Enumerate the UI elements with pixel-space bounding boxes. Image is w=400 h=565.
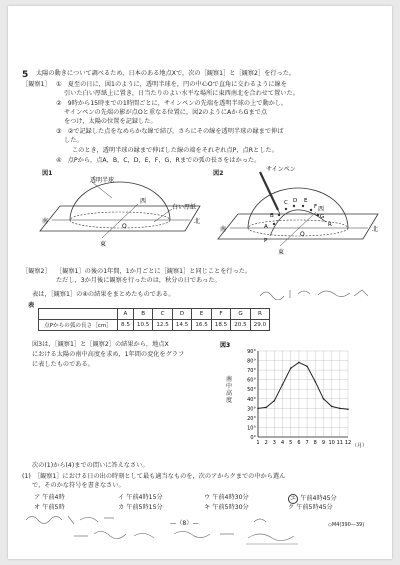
chart-data-point [274,400,276,402]
fig1-center: O [122,223,127,230]
fig2-point-d: D [293,198,298,204]
fig2-north: 北 [372,226,379,233]
fig3-text-line1: 図3は，［観察1］と［観察2］の結果から，地点X [32,341,169,348]
fig2-east: 東 [278,249,285,256]
fig2-point-b: B [270,213,274,219]
chart-data-point [339,408,341,410]
fig2-point-g: G [320,214,325,220]
option-text: 午前5時 [42,504,65,511]
fig2-center: O [300,231,305,238]
table-row-label: 点Pからの弧の長さ［cm］ [39,320,118,331]
obs2-line1: ［観察1］の後の1年間，1か月ごとに［観察1］と同じことを行った。 [56,268,252,275]
chart-x-tick-label: 6 [297,440,301,446]
chart-title: 図3 [220,342,231,349]
fig2-west: 西 [318,206,325,213]
table-cell: 10.5 [133,320,152,331]
chart-y-tick-label: 50° [247,387,256,394]
handwritten-note-bottom [24,512,354,546]
option-kana: カ [118,504,125,511]
table-cell: 29.0 [250,320,269,331]
option-text: 午前5時45分 [296,504,333,511]
chart-data-point [298,362,300,364]
chart-x-tick-label: 5 [289,440,293,446]
chart-y-tick-label: 90° [247,349,256,355]
fig1-paper-label: 白い厚紙 [172,204,197,211]
table-cell: 12.5 [153,320,172,331]
option-ku[interactable] [288,504,333,512]
option-kana: ウ [204,494,211,501]
option-kana: イ [118,494,125,501]
step1-line1: ① 夏至の日に，図1のように，透明半球を，円の中心Oで直角に交わるように線を [56,81,287,88]
exam-page [8,6,392,559]
fig2-diagram [208,164,383,264]
table-header-cell: A [118,309,134,320]
table-header-cell: G [231,309,250,320]
table-header-cell: B [133,309,152,320]
chart-data-point [306,365,308,367]
obs2-label: ［観察2］ [22,268,51,275]
chart-x-tick-label: 3 [272,440,276,446]
handwritten-note-top [258,286,378,300]
fig2-point-c: C [284,200,288,206]
option-o[interactable] [34,504,65,512]
chart-y-label-char: 度 [226,397,233,404]
chart-y-ticks [247,349,256,441]
option-u[interactable] [204,494,249,502]
table-cell: 20.5 [231,320,250,331]
chart-x-tick-label: 11 [336,440,344,446]
chart-data-point [257,408,259,410]
step3-line3: このとき，透明半球の縁まで伸ばした線の端をそれぞれ点P，点Rとした。 [72,147,278,154]
chart-x-unit: （月） [352,443,368,449]
option-ka[interactable] [118,504,163,512]
option-kana: オ [34,504,41,511]
step2-line3: をつけ，太陽の位置を記録した。 [64,118,157,125]
step1-line2: 引いた白い厚紙上に置き，日当たりのよい水平な場所に東西南北を合わせて置いた。 [64,90,299,97]
chart-y-tick-label: 10° [247,425,256,432]
chart-data-point [314,381,316,383]
table-cell: 16.5 [192,320,211,331]
table-header-cell: R [250,309,269,320]
chart-y-tick-label: 60° [247,377,256,384]
fig1-diagram [30,176,205,256]
chart-x-tick-label: 2 [264,440,268,446]
table-intro: 表は，［観察1］の④の結果をまとめたものである。 [32,291,175,298]
table-header-cell: F [211,309,230,320]
q1-line1: (1) ［観察1］における日の出の時刻として最も適当なものを，次のアからクまでの中から選ん [22,473,286,480]
chart-data-point [347,408,349,410]
question-intro: 太陽の動きについて調べるため，日本のある地点Xで，次の［観察1］と［観察2］を行った。 [36,70,296,77]
option-e[interactable] [288,494,337,504]
chart-y-tick-label: 80° [247,358,256,365]
chart-series-line [258,362,348,409]
step2-line1: ② 9時から15時までの1時間ごとに，サインペンの先端を透明半球の上で動かし， [56,100,288,107]
chart-y-label-char: 南 [226,376,233,383]
obs1-label: ［観察1］ [22,81,51,88]
option-text: 午前5時15分 [126,504,163,511]
chart-data-point [323,398,325,400]
fig3-text-line3: に表したものである。 [32,361,94,368]
option-text: 午前4時15分 [126,494,163,501]
fig3-chart [220,339,370,451]
chart-y-tick-label: 20° [247,415,256,422]
chart-x-tick-label: 4 [280,440,285,446]
table-header-cell: D [172,309,191,320]
step3-line1: ③ ②で記録した点をなめらかな線で結び，さらにその線を透明半球の縁まで伸ば [56,128,284,135]
obs2-line2: ただし，3か月後に観察を行ったのは，秋分の日であった。 [56,277,221,284]
fig3-text-line2: における太陽の南中高度を求め，1年間の変化をグラフ [32,351,185,358]
fig2-point-e: E [304,198,308,204]
fig1-west: 西 [140,198,147,205]
fig1-dome-label: 透明半球 [90,177,115,184]
chart-y-label-char: 高 [226,390,233,397]
table-header-cell [39,309,118,320]
table-cell: 18.5 [211,320,230,331]
table-cell: 14.5 [172,320,191,331]
fig2-title: 図2 [213,170,224,177]
option-text: 午前4時45分 [300,495,337,502]
chart-data-point [331,406,333,408]
option-text: 午前5時30分 [212,504,249,511]
table-header-cell: C [153,309,172,320]
fig2-point-a: A [264,224,268,230]
chart-points [257,362,349,410]
chart-data-point [290,367,292,369]
chart-y-tick-label: 30° [247,406,256,413]
chart-y-tick-label: 40° [247,396,256,403]
option-kana: キ [204,504,211,511]
chart-x-tick-label: 1 [256,440,260,446]
option-ki[interactable] [204,504,249,512]
fig2-point-r: R [328,222,332,228]
fig1-title: 図1 [42,170,53,177]
fig1-north: 北 [194,218,201,225]
option-text: 午前4時30分 [212,494,249,501]
fig2-point-p: P [264,238,268,244]
chart-y-tick-label: 0° [250,435,256,441]
chart-x-tick-label: 8 [313,440,317,446]
option-i[interactable] [118,494,163,502]
option-kana: エ [290,495,297,502]
table-row [39,320,270,331]
chart-x-tick-label: 10 [328,440,335,446]
q1-line2: で，そのかな符号を書きなさい。 [32,482,125,489]
option-kana: ア [34,494,41,501]
table-label: 表 [28,302,35,309]
table-cell: 8.5 [118,320,134,331]
step3-line2: した。 [64,137,83,144]
fig1-south: 南 [42,218,49,225]
fig2-south: 南 [220,226,227,233]
chart-x-tick-label: 7 [305,440,309,446]
fig2-point-f: F [314,204,318,210]
option-text: 午前4時 [42,494,65,501]
chart-data-point [282,384,284,386]
exam-code: ◇M4(390—39) [328,522,365,528]
table-header-row [39,309,270,320]
step2-line2: サインペンの先端の影が点Oと重なる位置に，図2のようにAからGまで点 [64,109,268,116]
page-number: —（8）— [170,520,199,527]
chart-y-label-char: 中 [226,383,233,390]
results-table [38,308,270,331]
question-number: 5 [22,70,29,80]
chart-data-point [265,407,267,409]
option-a[interactable] [34,494,65,502]
fig1-east: 東 [100,241,107,248]
fig2-pen-label: サインペン [266,166,296,173]
step4-line: ④ 点Pから，点A，B，C，D，E，F，G，Rまでの弧の長さをはかった。 [56,157,261,164]
chart-x-tick-label: 9 [321,440,326,446]
table-header-cell: E [192,309,211,320]
questions-lead: 次の(1)から(4)までの問いに答えなさい。 [32,462,149,469]
option-kana: ク [288,504,295,511]
chart-y-tick-label: 70° [247,368,256,375]
chart-x-tick-label: 12 [344,440,352,446]
chart-x-ticks [256,440,351,446]
